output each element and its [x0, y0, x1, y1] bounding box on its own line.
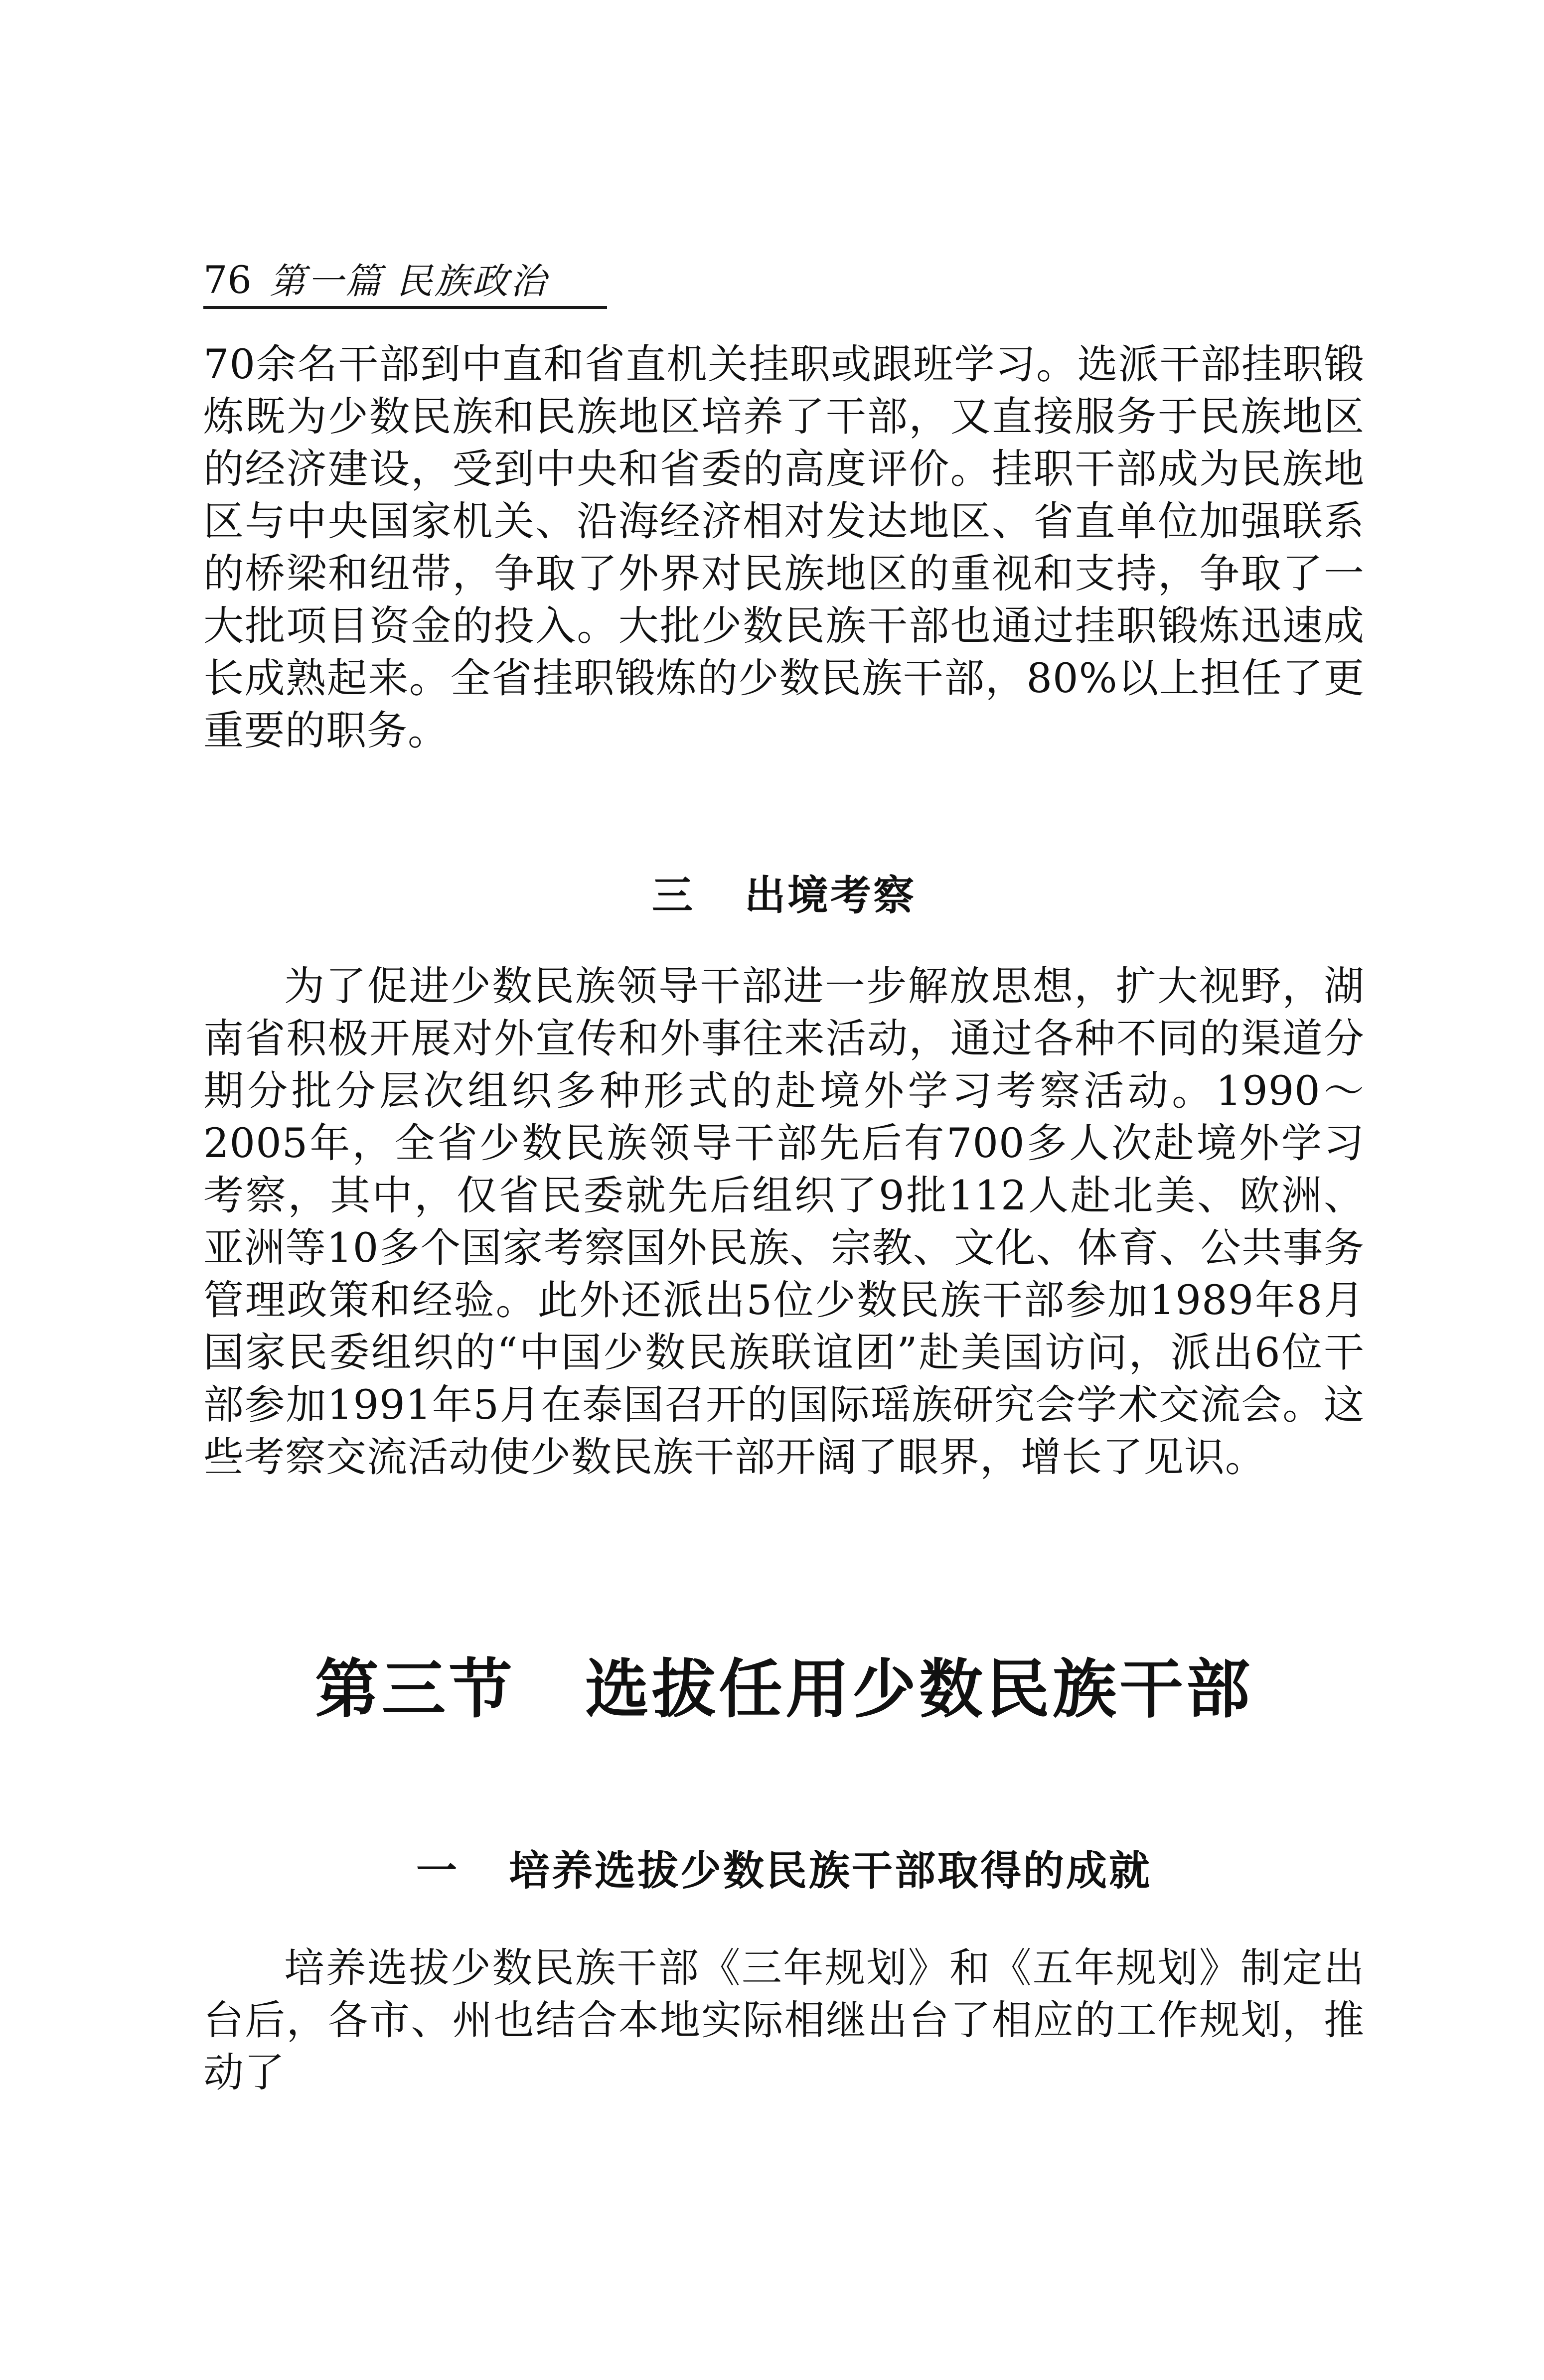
- section-number: 一: [416, 1847, 459, 1895]
- running-header: [203, 243, 607, 309]
- page-number: 76: [203, 258, 252, 302]
- chapter-section-title: 选拔任用少数民族干部: [585, 1652, 1253, 1727]
- section-number: 三: [651, 872, 695, 919]
- paragraph-overseas-study: 为了促进少数民族领导干部进一步解放思想，扩大视野，湖南省积极开展对外宣传和外事往来活动，通过各种不同的渠道分期分批分层次组织多种形式的赴境外学习考察活动。1990～2005年，全省少数民族领导干部先后有700多人次赴境外学习考察，其中，仅省民委就先后组织了9批112人赴北美、欧洲、亚洲等10多个国家考察国外民族、宗教、文化、体育、公共事务管理政策和经验。此外还派出5位少数民族干部参加1989年8月国家民委组织的“中国少数民族联谊团”赴美国访问，派出6位干部参加1991年5月在泰国召开的国际瑶族研究会学术交流会。这些考察交流活动使少数民族干部开阔了眼界，增长了见识。: [203, 963, 1365, 1481]
- paragraph-planning: 培养选拔少数民族干部《三年规划》和《五年规划》制定出台后，各市、州也结合本地实际相继出台了相应的工作规划，推动了: [203, 1945, 1365, 2096]
- section-heading-achievements: [203, 1846, 1365, 1896]
- section-heading-overseas-study: [203, 871, 1365, 921]
- section-title: 培养选拔少数民族干部取得的成就: [509, 1847, 1152, 1895]
- section-title: 出境考察: [745, 872, 917, 919]
- chapter-section-heading: [203, 1652, 1365, 1727]
- part-title: 第一篇 民族政治: [269, 260, 548, 302]
- paragraph-cadre-training: 70余名干部到中直和省直机关挂职或跟班学习。选派干部挂职锻炼既为少数民族和民族地区培养了干部，又直接服务于民族地区的经济建设，受到中央和省委的高度评价。挂职干部成为民族地区与中央国家机关、沿海经济相对发达地区、省直单位加强联系的桥梁和纽带，争取了外界对民族地区的重视和支持，争取了一大批项目资金的投入。大批少数民族干部也通过挂职锻炼迅速成长成熟起来。全省挂职锻炼的少数民族干部，80%以上担任了更重要的职务。: [203, 341, 1365, 754]
- chapter-section-number: 第三节: [314, 1652, 515, 1727]
